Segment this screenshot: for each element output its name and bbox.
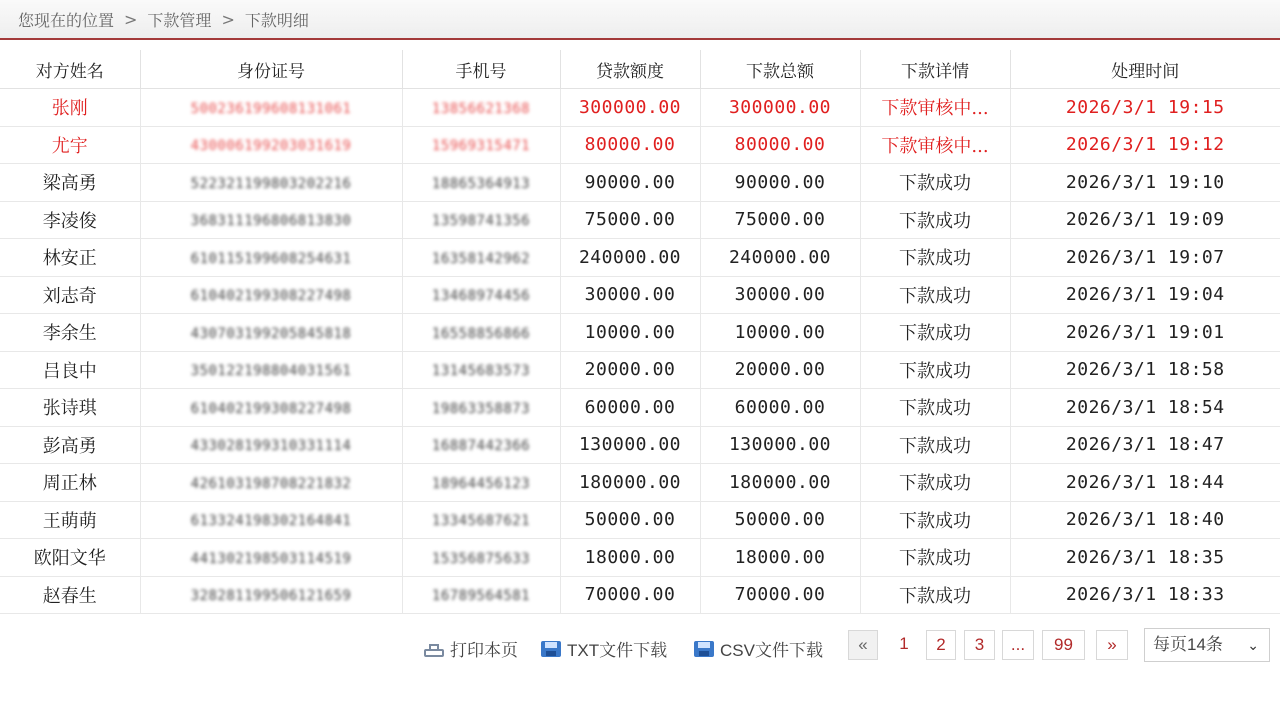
csv-download-label: CSV文件下载 bbox=[720, 641, 823, 660]
table-row bbox=[0, 426, 1280, 464]
phone-cell bbox=[402, 201, 560, 239]
time-cell: 2026/3/1 18:33 bbox=[1010, 576, 1280, 614]
table-row bbox=[0, 201, 1280, 239]
phone-cell bbox=[402, 276, 560, 314]
name-cell: 王萌萌 bbox=[0, 501, 140, 539]
disbursement-table bbox=[0, 50, 1280, 614]
id-number-cell-value: 368311196806813830 bbox=[190, 213, 352, 230]
pagination-page-2[interactable]: 2 bbox=[926, 630, 956, 660]
phone-cell bbox=[402, 576, 560, 614]
csv-download-button[interactable] bbox=[694, 636, 823, 661]
phone-cell-value: 15356875633 bbox=[431, 550, 531, 567]
breadcrumb-separator: > bbox=[221, 9, 235, 29]
id-number-cell bbox=[140, 426, 402, 464]
name-cell: 周正林 bbox=[0, 464, 140, 502]
id-number-cell bbox=[140, 164, 402, 202]
phone-cell-value: 16887442366 bbox=[431, 438, 531, 455]
time-cell: 2026/3/1 19:15 bbox=[1010, 89, 1280, 127]
total-amount-cell: 18000.00 bbox=[700, 539, 860, 577]
phone-cell bbox=[402, 426, 560, 464]
time-cell: 2026/3/1 19:04 bbox=[1010, 276, 1280, 314]
phone-cell bbox=[402, 539, 560, 577]
detail-cell: 下款成功 bbox=[860, 464, 1010, 502]
name-cell: 林安正 bbox=[0, 239, 140, 277]
header-id-number: 身份证号 bbox=[140, 50, 402, 89]
phone-cell-value: 16358142962 bbox=[431, 250, 531, 267]
phone-cell bbox=[402, 351, 560, 389]
id-number-cell bbox=[140, 389, 402, 427]
print-page-label: 打印本页 bbox=[450, 641, 518, 660]
name-cell: 张刚 bbox=[0, 89, 140, 127]
name-cell: 梁高勇 bbox=[0, 164, 140, 202]
id-number-cell-value: 430703199205845818 bbox=[190, 325, 352, 342]
header-total-amount: 下款总额 bbox=[700, 50, 860, 89]
time-cell: 2026/3/1 18:47 bbox=[1010, 426, 1280, 464]
phone-cell bbox=[402, 239, 560, 277]
total-amount-cell: 130000.00 bbox=[700, 426, 860, 464]
id-number-cell bbox=[140, 576, 402, 614]
loan-amount-cell: 240000.00 bbox=[560, 239, 700, 277]
id-number-cell bbox=[140, 201, 402, 239]
id-number-cell bbox=[140, 351, 402, 389]
loan-amount-cell: 10000.00 bbox=[560, 314, 700, 352]
table-footer bbox=[0, 627, 1280, 667]
name-cell: 吕良中 bbox=[0, 351, 140, 389]
txt-download-label: TXT文件下载 bbox=[567, 641, 668, 660]
save-disk-icon bbox=[694, 641, 714, 657]
total-amount-cell: 30000.00 bbox=[700, 276, 860, 314]
time-cell: 2026/3/1 19:09 bbox=[1010, 201, 1280, 239]
id-number-cell-value: 613324198302164841 bbox=[190, 513, 352, 530]
time-cell: 2026/3/1 18:40 bbox=[1010, 501, 1280, 539]
breadcrumb-separator: > bbox=[124, 9, 138, 29]
breadcrumb bbox=[0, 0, 1280, 40]
detail-cell: 下款成功 bbox=[860, 426, 1010, 464]
chevron-down-icon: ⌄ bbox=[1247, 637, 1259, 653]
total-amount-cell: 90000.00 bbox=[700, 164, 860, 202]
header-detail: 下款详情 bbox=[860, 50, 1010, 89]
id-number-cell-value: 430006199203031619 bbox=[190, 138, 352, 155]
phone-cell-value: 13345687621 bbox=[431, 513, 531, 530]
name-cell: 刘志奇 bbox=[0, 276, 140, 314]
loan-amount-cell: 80000.00 bbox=[560, 126, 700, 164]
header-time: 处理时间 bbox=[1010, 50, 1280, 89]
phone-cell bbox=[402, 464, 560, 502]
id-number-cell bbox=[140, 126, 402, 164]
table-row bbox=[0, 276, 1280, 314]
name-cell: 欧阳文华 bbox=[0, 539, 140, 577]
detail-cell: 下款成功 bbox=[860, 276, 1010, 314]
pagination-next[interactable]: » bbox=[1096, 630, 1128, 660]
phone-cell-value: 13856621368 bbox=[431, 100, 531, 117]
table-row bbox=[0, 576, 1280, 614]
name-cell: 赵春生 bbox=[0, 576, 140, 614]
loan-amount-cell: 30000.00 bbox=[560, 276, 700, 314]
detail-cell: 下款成功 bbox=[860, 164, 1010, 202]
pagination-page-99[interactable]: 99 bbox=[1042, 630, 1085, 660]
header-loan-amount: 贷款额度 bbox=[560, 50, 700, 89]
loan-amount-cell: 20000.00 bbox=[560, 351, 700, 389]
detail-cell: 下款成功 bbox=[860, 576, 1010, 614]
header-phone: 手机号 bbox=[402, 50, 560, 89]
print-page-button[interactable] bbox=[424, 636, 518, 661]
table-row bbox=[0, 89, 1280, 127]
id-number-cell-value: 426103198708221832 bbox=[190, 475, 352, 492]
time-cell: 2026/3/1 18:58 bbox=[1010, 351, 1280, 389]
phone-cell bbox=[402, 314, 560, 352]
name-cell: 彭高勇 bbox=[0, 426, 140, 464]
detail-cell: 下款成功 bbox=[860, 389, 1010, 427]
printer-icon bbox=[424, 649, 444, 657]
table-row bbox=[0, 501, 1280, 539]
name-cell: 李凌俊 bbox=[0, 201, 140, 239]
loan-amount-cell: 75000.00 bbox=[560, 201, 700, 239]
breadcrumb-level1[interactable]: 下款管理 bbox=[147, 10, 212, 30]
table-row bbox=[0, 539, 1280, 577]
time-cell: 2026/3/1 18:44 bbox=[1010, 464, 1280, 502]
time-cell: 2026/3/1 19:01 bbox=[1010, 314, 1280, 352]
page-size-value: 每页14条 bbox=[1153, 635, 1223, 654]
table-row bbox=[0, 314, 1280, 352]
id-number-cell bbox=[140, 276, 402, 314]
detail-cell: 下款成功 bbox=[860, 201, 1010, 239]
total-amount-cell: 20000.00 bbox=[700, 351, 860, 389]
table-row bbox=[0, 351, 1280, 389]
id-number-cell-value: 522321199803202216 bbox=[190, 175, 352, 192]
phone-cell-value: 18964456123 bbox=[431, 475, 531, 492]
loan-amount-cell: 50000.00 bbox=[560, 501, 700, 539]
detail-cell: 下款审核中... bbox=[860, 89, 1010, 127]
phone-cell-value: 16558856866 bbox=[431, 325, 531, 342]
phone-cell-value: 13468974456 bbox=[431, 288, 531, 305]
table-row bbox=[0, 239, 1280, 277]
table-header-row bbox=[0, 50, 1280, 89]
id-number-cell bbox=[140, 539, 402, 577]
loan-amount-cell: 90000.00 bbox=[560, 164, 700, 202]
name-cell: 张诗琪 bbox=[0, 389, 140, 427]
page-size-select[interactable] bbox=[1144, 628, 1270, 662]
total-amount-cell: 75000.00 bbox=[700, 201, 860, 239]
total-amount-cell: 180000.00 bbox=[700, 464, 860, 502]
id-number-cell bbox=[140, 464, 402, 502]
detail-cell: 下款成功 bbox=[860, 351, 1010, 389]
loan-amount-cell: 300000.00 bbox=[560, 89, 700, 127]
table-row bbox=[0, 164, 1280, 202]
total-amount-cell: 10000.00 bbox=[700, 314, 860, 352]
time-cell: 2026/3/1 19:07 bbox=[1010, 239, 1280, 277]
txt-download-button[interactable] bbox=[541, 636, 667, 661]
detail-cell: 下款成功 bbox=[860, 539, 1010, 577]
loan-amount-cell: 18000.00 bbox=[560, 539, 700, 577]
id-number-cell-value: 350122198804031561 bbox=[190, 363, 352, 380]
pagination-ellipsis: ... bbox=[1002, 630, 1034, 660]
phone-cell-value: 18865364913 bbox=[431, 175, 531, 192]
table-row bbox=[0, 464, 1280, 502]
id-number-cell-value: 610402199308227498 bbox=[190, 400, 352, 417]
total-amount-cell: 240000.00 bbox=[700, 239, 860, 277]
id-number-cell bbox=[140, 314, 402, 352]
phone-cell bbox=[402, 501, 560, 539]
phone-cell bbox=[402, 89, 560, 127]
table-row bbox=[0, 389, 1280, 427]
breadcrumb-level2: 下款明细 bbox=[244, 10, 309, 30]
save-disk-icon bbox=[541, 641, 561, 657]
id-number-cell bbox=[140, 501, 402, 539]
id-number-cell-value: 610115199608254631 bbox=[190, 250, 352, 267]
pagination-prev[interactable]: « bbox=[848, 630, 878, 660]
id-number-cell-value: 500236199608131061 bbox=[190, 100, 352, 117]
loan-amount-cell: 180000.00 bbox=[560, 464, 700, 502]
phone-cell bbox=[402, 126, 560, 164]
phone-cell-value: 13145683573 bbox=[431, 363, 531, 380]
pagination-page-1[interactable]: 1 bbox=[899, 634, 909, 653]
phone-cell-value: 13598741356 bbox=[431, 213, 531, 230]
detail-cell: 下款成功 bbox=[860, 239, 1010, 277]
time-cell: 2026/3/1 18:54 bbox=[1010, 389, 1280, 427]
phone-cell bbox=[402, 389, 560, 427]
phone-cell-value: 15969315471 bbox=[431, 138, 531, 155]
name-cell: 尤宇 bbox=[0, 126, 140, 164]
loan-amount-cell: 60000.00 bbox=[560, 389, 700, 427]
header-name: 对方姓名 bbox=[0, 50, 140, 89]
detail-cell: 下款成功 bbox=[860, 501, 1010, 539]
time-cell: 2026/3/1 18:35 bbox=[1010, 539, 1280, 577]
detail-cell: 下款成功 bbox=[860, 314, 1010, 352]
total-amount-cell: 60000.00 bbox=[700, 389, 860, 427]
id-number-cell-value: 441302198503114519 bbox=[190, 550, 352, 567]
id-number-cell-value: 610402199308227498 bbox=[190, 288, 352, 305]
time-cell: 2026/3/1 19:12 bbox=[1010, 126, 1280, 164]
id-number-cell-value: 433028199310331114 bbox=[190, 438, 352, 455]
id-number-cell bbox=[140, 89, 402, 127]
total-amount-cell: 300000.00 bbox=[700, 89, 860, 127]
detail-cell: 下款审核中... bbox=[860, 126, 1010, 164]
pagination-page-3[interactable]: 3 bbox=[964, 630, 995, 660]
phone-cell-value: 19863358873 bbox=[431, 400, 531, 417]
total-amount-cell: 50000.00 bbox=[700, 501, 860, 539]
total-amount-cell: 70000.00 bbox=[700, 576, 860, 614]
loan-amount-cell: 130000.00 bbox=[560, 426, 700, 464]
phone-cell bbox=[402, 164, 560, 202]
phone-cell-value: 16789564581 bbox=[431, 588, 531, 605]
id-number-cell-value: 328281199506121659 bbox=[190, 588, 352, 605]
id-number-cell bbox=[140, 239, 402, 277]
total-amount-cell: 80000.00 bbox=[700, 126, 860, 164]
loan-amount-cell: 70000.00 bbox=[560, 576, 700, 614]
time-cell: 2026/3/1 19:10 bbox=[1010, 164, 1280, 202]
name-cell: 李余生 bbox=[0, 314, 140, 352]
breadcrumb-prefix: 您现在的位置 bbox=[18, 10, 115, 30]
table-row bbox=[0, 126, 1280, 164]
